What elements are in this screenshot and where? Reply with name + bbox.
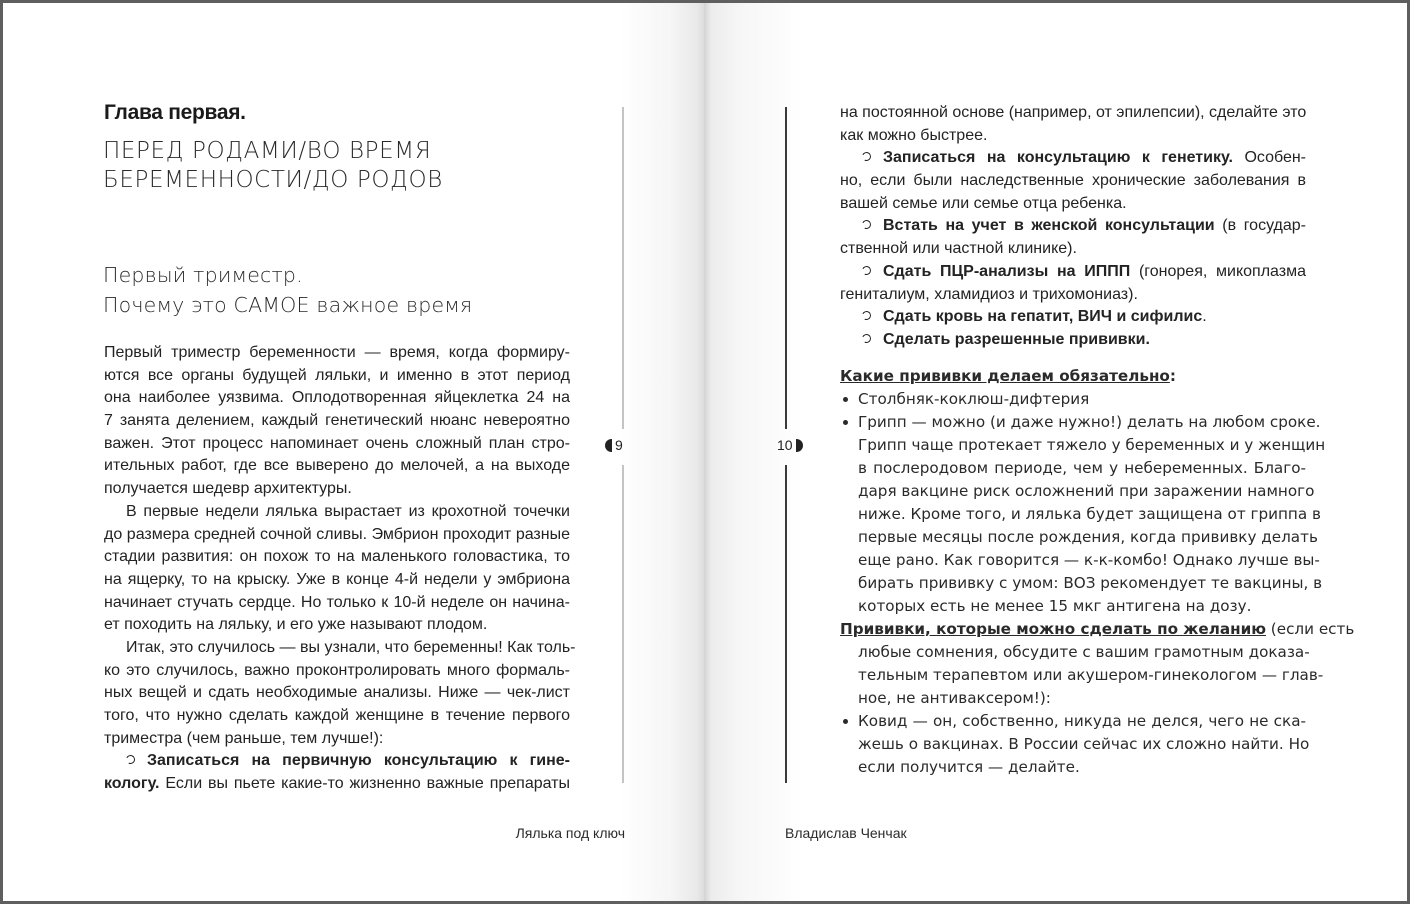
section-title-line: Первый триместр.: [103, 263, 303, 287]
half-circle-bullet-icon: [861, 265, 873, 277]
text-line: до размера средней сочной сливы. Эмбрион проходит разные: [104, 525, 570, 543]
text-line: [840, 215, 1306, 238]
checklist-bold-text: Сдать ПЦР-анализы на ИППП: [883, 262, 1131, 280]
text-line: ных вещей и сдать необходимые анализы. Ниже — чек-лист: [104, 684, 570, 702]
text-line: того, что нужно сделать каждой женщине в течение первого: [104, 707, 570, 724]
half-circle-bullet-icon: [861, 333, 873, 345]
half-circle-bullet-icon: [125, 754, 137, 766]
page-number-right: [777, 437, 803, 453]
page-number-text: 9: [615, 437, 623, 453]
checklist-bold-text: Сдать кровь на гепатит, ВИЧ и сифилис: [883, 308, 1203, 326]
text-line: начинает стучать сердце. Но только к 10-й неделе он начина-: [104, 593, 570, 611]
checklist-text: Если вы пьете какие-то жизненно важные препараты: [159, 775, 570, 793]
text-line: Грипп — можно (и даже нужно!) делать на любом сроке.: [858, 413, 1321, 431]
mandatory-heading: [840, 365, 1306, 388]
margin-rule: [785, 465, 787, 783]
checklist-item: [840, 306, 1306, 329]
text-line: ет походить на ляльку, и его уже называют плодом.: [104, 616, 488, 634]
half-moon-icon: [796, 439, 803, 452]
text-line: ниже. Кроме того, и лялька будет защищена от гриппа в: [858, 505, 1321, 523]
text-line: ное, не антиваксером!):: [858, 689, 1051, 707]
vaccines-section: [840, 365, 1355, 779]
text-line: ственной или частной клинике).: [840, 240, 1077, 258]
chapter-label: Глава первая.: [104, 101, 246, 124]
text-line: триместра (чем раньше, тем лучше!):: [104, 729, 384, 747]
text-line: гениталиум, хламидиоз и трихомониаз).: [840, 285, 1138, 303]
text-line: вашей семье или семье отца ребенка.: [840, 194, 1127, 212]
text-line: на постоянной основе (например, от эпилепсии), сделайте это: [840, 104, 1307, 121]
text-line: ко это случилось, важно проконтролировать много формаль-: [104, 661, 570, 679]
optional-heading-rest: (если есть: [1265, 620, 1355, 638]
text-line: В первые недели лялька вырастает из крохотной точечки: [126, 502, 570, 520]
half-circle-bullet-icon: [861, 310, 873, 322]
checklist-text: .: [1202, 308, 1207, 326]
bullet-dot-icon: [843, 397, 848, 402]
text-line: [840, 147, 1306, 170]
text-line: на ящерку, то на крыску. Уже в конце 4-й недели у эмбриона: [104, 570, 570, 588]
paragraph-3: [104, 637, 576, 750]
half-moon-icon: [605, 439, 612, 452]
checklist-item: [840, 147, 1306, 215]
text-line: любые сомнения, обсудите с вашим грамотным доказа-: [858, 643, 1310, 661]
text-line: еще рано. Как говорится — к-к-комбо! Однако лучше вы-: [858, 551, 1320, 569]
paragraph-1: [104, 342, 570, 501]
list-item: [840, 411, 1326, 618]
right-body-text: [840, 102, 1306, 352]
bullet-dot-icon: [843, 420, 848, 425]
chapter-title: [103, 137, 443, 195]
text-line: Итак, это случилось — вы узнали, что беременны! Как толь-: [126, 638, 576, 656]
page-number-text: 10: [777, 437, 793, 453]
optional-heading-text: Прививки, которые можно сделать по желанию: [840, 620, 1266, 638]
heading-colon: :: [1169, 367, 1176, 385]
text-line: как можно быстрее.: [840, 126, 988, 144]
checklist-item: [840, 215, 1306, 260]
text-line: жешь о вакцинах. В России сейчас их сложно найти. Но: [858, 735, 1310, 753]
running-footer-right: Владислав Ченчак: [785, 825, 907, 841]
text-line: Ковид — он, собственно, никуда не делся, чего не ска-: [858, 712, 1306, 730]
checklist-text: (гонорея, микоплазма: [1130, 262, 1306, 280]
text-line: [104, 750, 570, 773]
margin-rule: [622, 107, 624, 429]
text-line: которых есть не менее 15 мкг антигена на дозу.: [858, 597, 1252, 615]
text-line: даря вакцине риск осложнений при заражении намного: [858, 482, 1315, 500]
section-title-line: Почему это САМОЕ важное время: [103, 293, 473, 317]
text-line: ительных работ, где все выверено до мелочей, а на выходе: [104, 457, 570, 475]
text-line: [840, 329, 1306, 352]
margin-rule: [785, 107, 787, 429]
text-line: бирать прививку с умом: ВОЗ рекомендует те вакцины, в: [858, 574, 1323, 592]
text-line: но, если были наследственные хронические заболевания в: [840, 172, 1306, 190]
text-line: первые месяцы после рождения, когда прививку делать: [858, 528, 1318, 546]
checklist-text: Особен-: [1232, 149, 1307, 167]
checklist-bold-text: кологу.: [104, 775, 160, 793]
list-item: [840, 388, 1306, 411]
text-line: Первый триместр беременности — время, когда формиру-: [104, 344, 570, 361]
mandatory-heading-text: Какие прививки делаем обязательно: [840, 367, 1170, 385]
text-line: Столбняк-коклюш-дифтерия: [858, 390, 1090, 408]
text-line: получается шедевр архитектуры.: [104, 480, 352, 498]
bullet-dot-icon: [843, 719, 848, 724]
book-spread: [3, 3, 1407, 901]
chapter-title-line: ПЕРЕД РОДАМИ/ВО ВРЕМЯ: [103, 138, 432, 164]
optional-note: [840, 641, 1324, 710]
paragraph-2: [104, 501, 570, 637]
running-footer-left: Лялька под ключ: [515, 825, 625, 841]
checklist-text: (в государ-: [1214, 217, 1307, 235]
checklist-bold-text: Сделать разрешенные прививки.: [883, 330, 1150, 348]
checklist-bold-text: Встать на учет в женской консультации: [883, 217, 1215, 235]
text-line: важен. Этот процесс напоминает очень сложный план стро-: [104, 434, 570, 452]
text-line: 7 занята делением, каждый генетический нюанс невероятно: [104, 412, 570, 430]
section-title: [103, 260, 472, 320]
checklist-item: [840, 261, 1306, 306]
margin-rule: [622, 465, 624, 783]
list-item: [840, 710, 1310, 779]
text-line: Грипп чаще протекает тяжело у беременных и у женщин: [858, 436, 1326, 454]
text-line: тельным терапевтом или акушером-гинекологом — глав-: [858, 666, 1324, 684]
text-line: стадии развития: он похож то на маленького головастика, то: [104, 548, 570, 566]
half-circle-bullet-icon: [861, 219, 873, 231]
checklist-item: [840, 329, 1306, 352]
text-line: она наиболее уязвима. Оплодотворенная яйцеклетка 24 на: [104, 389, 570, 407]
text-line: ются все органы будущей ляльки, и именно в этот период: [104, 366, 570, 384]
checklist-bold-text: Записаться на первичную консультацию к гине-: [147, 752, 570, 770]
text-line: [840, 261, 1306, 284]
checklist-item: [104, 750, 570, 795]
text-line: [104, 773, 570, 796]
text-line: если получится — делайте.: [858, 758, 1080, 776]
checklist-bold-text: Записаться на консультацию к генетику.: [883, 149, 1233, 167]
page-number-left: [605, 437, 623, 453]
optional-heading: [840, 618, 1355, 641]
left-page: [3, 3, 704, 901]
text-line: [840, 306, 1306, 329]
chapter-title-line: БЕРЕМЕННОСТИ/ДО РОДОВ: [103, 167, 443, 193]
half-circle-bullet-icon: [861, 151, 873, 163]
text-line: в послеродовом периоде, чем у небеременных. Благо-: [858, 459, 1306, 477]
left-body-text: [104, 342, 576, 796]
